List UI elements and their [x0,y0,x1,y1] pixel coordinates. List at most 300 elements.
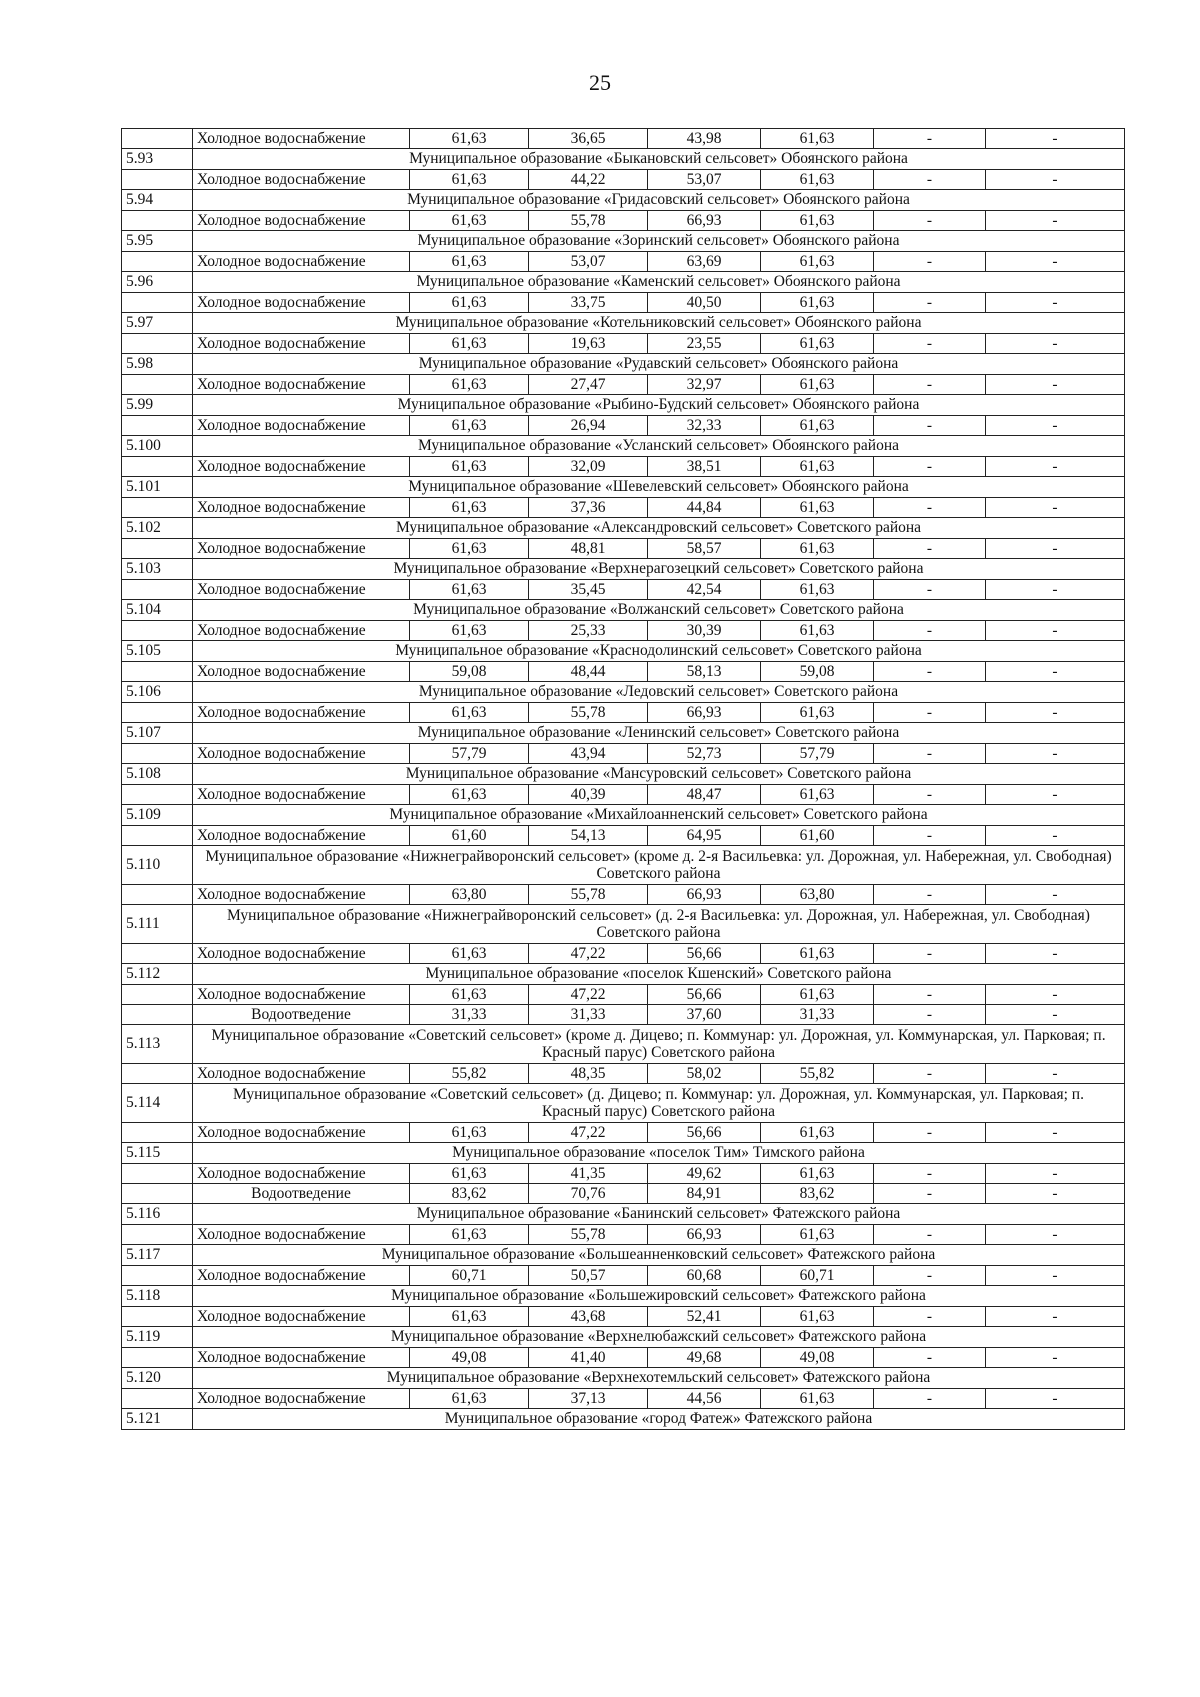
tariff-value-cell: 61,63 [761,703,874,723]
tariff-value-cell: 61,63 [761,944,874,964]
municipality-row [122,1143,1125,1164]
tariff-value-cell: 64,95 [648,826,761,846]
row-number [122,621,193,641]
row-number [122,211,193,231]
tariff-value-cell: 42,54 [648,580,761,600]
empty-value-cell: - [986,170,1125,190]
municipality-row [122,1204,1125,1225]
empty-value-cell: - [874,1225,986,1245]
tariff-value-cell: 49,08 [410,1348,529,1368]
tariff-value-cell: 83,62 [410,1184,529,1204]
row-number [122,580,193,600]
empty-value-cell: - [986,826,1125,846]
municipality-title: Муниципальное образование «Советский сельсовет» (кроме д. Дицево; п. Коммунар: ул. Дорожная, ул. Коммунарская, ул. Парковая; п. Красный парус) Советского района [193,1025,1125,1064]
tariff-value-cell: 61,63 [761,1123,874,1143]
tariff-value-cell: 66,93 [648,885,761,905]
row-number: 5.99 [122,395,193,416]
tariff-value-cell: 61,63 [761,785,874,805]
tariff-value-cell: 61,63 [410,621,529,641]
service-name: Холодное водоснабжение [193,662,410,682]
tariff-value-cell: 84,91 [648,1184,761,1204]
tariff-value-cell: 58,02 [648,1064,761,1084]
row-number [122,539,193,559]
tariff-value-cell: 61,63 [410,498,529,518]
row-number [122,1184,193,1204]
row-number [122,1266,193,1286]
tariff-value-cell: 61,63 [761,1164,874,1184]
service-name: Холодное водоснабжение [193,375,410,395]
municipality-title: Муниципальное образование «Верхнелюбажский сельсовет» Фатежского района [193,1327,1125,1348]
tariff-value-cell: 55,78 [529,1225,648,1245]
tariff-row [122,1389,1125,1409]
empty-value-cell: - [874,1307,986,1327]
tariff-value-cell: 47,22 [529,1123,648,1143]
empty-value-cell: - [874,1184,986,1204]
service-name: Холодное водоснабжение [193,785,410,805]
municipality-row [122,149,1125,170]
municipality-row [122,559,1125,580]
row-number [122,1164,193,1184]
tariff-value-cell: 47,22 [529,985,648,1005]
tariff-value-cell: 61,63 [761,375,874,395]
empty-value-cell: - [986,211,1125,231]
empty-value-cell: - [874,375,986,395]
row-number: 5.95 [122,231,193,252]
row-number [122,703,193,723]
row-number: 5.97 [122,313,193,334]
empty-value-cell: - [986,1064,1125,1084]
municipality-row [122,682,1125,703]
municipality-row [122,231,1125,252]
row-number: 5.112 [122,964,193,985]
municipality-title: Муниципальное образование «Краснодолинский сельсовет» Советского района [193,641,1125,662]
empty-value-cell: - [986,944,1125,964]
empty-value-cell: - [986,985,1125,1005]
empty-value-cell: - [874,580,986,600]
row-number: 5.115 [122,1143,193,1164]
tariff-value-cell: 61,63 [761,334,874,354]
empty-value-cell: - [874,211,986,231]
tariff-row [122,170,1125,190]
service-name: Холодное водоснабжение [193,985,410,1005]
municipality-row [122,964,1125,985]
empty-value-cell: - [986,129,1125,149]
tariff-value-cell: 19,63 [529,334,648,354]
tariff-value-cell: 47,22 [529,944,648,964]
empty-value-cell: - [874,334,986,354]
tariff-value-cell: 66,93 [648,1225,761,1245]
tariff-value-cell: 31,33 [410,1005,529,1025]
tariff-value-cell: 70,76 [529,1184,648,1204]
row-number: 5.114 [122,1084,193,1123]
tariff-value-cell: 44,84 [648,498,761,518]
row-number: 5.105 [122,641,193,662]
tariff-value-cell: 61,63 [410,703,529,723]
table-body [122,129,1125,1430]
row-number [122,375,193,395]
tariff-value-cell: 83,62 [761,1184,874,1204]
tariff-value-cell: 43,68 [529,1307,648,1327]
tariff-value-cell: 66,93 [648,211,761,231]
tariff-value-cell: 48,44 [529,662,648,682]
municipality-row [122,313,1125,334]
row-number [122,334,193,354]
row-number: 5.98 [122,354,193,375]
tariff-value-cell: 61,63 [761,293,874,313]
empty-value-cell: - [986,580,1125,600]
service-name: Холодное водоснабжение [193,621,410,641]
service-name: Холодное водоснабжение [193,826,410,846]
tariff-value-cell: 56,66 [648,944,761,964]
tariff-value-cell: 43,98 [648,129,761,149]
tariff-value-cell: 61,63 [410,1123,529,1143]
empty-value-cell: - [874,1123,986,1143]
tariff-row [122,539,1125,559]
empty-value-cell: - [986,252,1125,272]
empty-value-cell: - [986,1164,1125,1184]
municipality-row [122,805,1125,826]
municipality-row [122,477,1125,498]
municipality-title: Муниципальное образование «город Фатеж» Фатежского района [193,1409,1125,1430]
tariff-value-cell: 61,63 [761,252,874,272]
tariff-value-cell: 63,69 [648,252,761,272]
empty-value-cell: - [986,1348,1125,1368]
tariff-row [122,211,1125,231]
empty-value-cell: - [874,539,986,559]
tariff-value-cell: 60,71 [410,1266,529,1286]
row-number [122,985,193,1005]
municipality-row [122,354,1125,375]
empty-value-cell: - [874,1005,986,1025]
tariff-row [122,293,1125,313]
page-number: 25 [589,70,611,95]
row-number [122,885,193,905]
tariff-value-cell: 61,63 [410,1389,529,1409]
tariff-row [122,498,1125,518]
municipality-title: Муниципальное образование «Шевелевский сельсовет» Обоянского района [193,477,1125,498]
row-number: 5.94 [122,190,193,211]
row-number: 5.121 [122,1409,193,1430]
tariff-value-cell: 32,33 [648,416,761,436]
tariff-row [122,662,1125,682]
empty-value-cell: - [986,662,1125,682]
municipality-title: Муниципальное образование «Нижнеграйворонский сельсовет» (д. 2-я Васильевка: ул. Дорожная, ул. Набережная, ул. Свободная) Советского района [193,905,1125,944]
tariff-value-cell: 63,80 [410,885,529,905]
tariff-value-cell: 61,60 [410,826,529,846]
empty-value-cell: - [874,1064,986,1084]
tariff-value-cell: 52,73 [648,744,761,764]
tariff-value-cell: 38,51 [648,457,761,477]
tariff-value-cell: 61,63 [761,1389,874,1409]
tariff-value-cell: 61,63 [410,1307,529,1327]
row-number: 5.107 [122,723,193,744]
service-name: Холодное водоснабжение [193,744,410,764]
tariff-value-cell: 37,60 [648,1005,761,1025]
tariff-value-cell: 61,63 [761,457,874,477]
row-number [122,252,193,272]
row-number: 5.106 [122,682,193,703]
row-number [122,170,193,190]
service-name: Холодное водоснабжение [193,539,410,559]
service-name: Холодное водоснабжение [193,1225,410,1245]
row-number: 5.113 [122,1025,193,1064]
municipality-row [122,1368,1125,1389]
service-name: Холодное водоснабжение [193,129,410,149]
service-name: Холодное водоснабжение [193,580,410,600]
tariff-value-cell: 61,63 [410,334,529,354]
tariff-value-cell: 61,63 [410,539,529,559]
municipality-title: Муниципальное образование «Зоринский сельсовет» Обоянского района [193,231,1125,252]
tariff-row [122,744,1125,764]
service-name: Холодное водоснабжение [193,1064,410,1084]
tariff-value-cell: 61,63 [761,580,874,600]
service-name: Холодное водоснабжение [193,1123,410,1143]
empty-value-cell: - [874,662,986,682]
service-name: Холодное водоснабжение [193,703,410,723]
row-number [122,1225,193,1245]
tariff-value-cell: 55,82 [761,1064,874,1084]
tariff-value-cell: 54,13 [529,826,648,846]
empty-value-cell: - [874,498,986,518]
row-number: 5.111 [122,905,193,944]
tariff-value-cell: 40,50 [648,293,761,313]
tariff-row [122,1266,1125,1286]
municipality-row [122,1025,1125,1064]
municipality-row [122,1245,1125,1266]
empty-value-cell: - [986,1184,1125,1204]
row-number: 5.96 [122,272,193,293]
tariff-row [122,1184,1125,1204]
municipality-title: Муниципальное образование «Большежировский сельсовет» Фатежского района [193,1286,1125,1307]
empty-value-cell: - [874,826,986,846]
tariff-value-cell: 61,63 [410,1225,529,1245]
tariff-value-cell: 49,08 [761,1348,874,1368]
tariff-value-cell: 53,07 [648,170,761,190]
row-number: 5.104 [122,600,193,621]
municipality-title: Муниципальное образование «Верхнехотемльский сельсовет» Фатежского района [193,1368,1125,1389]
empty-value-cell: - [874,944,986,964]
row-number: 5.100 [122,436,193,457]
empty-value-cell: - [986,1266,1125,1286]
municipality-row [122,846,1125,885]
municipality-row [122,1084,1125,1123]
tariff-value-cell: 61,63 [761,416,874,436]
empty-value-cell: - [986,416,1125,436]
tariff-row [122,416,1125,436]
tariff-value-cell: 61,63 [410,375,529,395]
tariff-value-cell: 56,66 [648,1123,761,1143]
service-name: Холодное водоснабжение [193,416,410,436]
tariff-value-cell: 61,63 [410,1164,529,1184]
tariff-value-cell: 23,55 [648,334,761,354]
municipality-row [122,395,1125,416]
tariff-value-cell: 48,35 [529,1064,648,1084]
empty-value-cell: - [874,785,986,805]
empty-value-cell: - [874,252,986,272]
tariff-value-cell: 50,57 [529,1266,648,1286]
service-name: Холодное водоснабжение [193,1348,410,1368]
tariff-value-cell: 49,62 [648,1164,761,1184]
tariff-row [122,985,1125,1005]
tariff-value-cell: 61,63 [410,252,529,272]
tariff-value-cell: 57,79 [410,744,529,764]
row-number: 5.118 [122,1286,193,1307]
empty-value-cell: - [874,416,986,436]
tariff-value-cell: 61,63 [410,211,529,231]
row-number: 5.101 [122,477,193,498]
empty-value-cell: - [986,498,1125,518]
municipality-title: Муниципальное образование «Ледовский сельсовет» Советского района [193,682,1125,703]
service-name: Водоотведение [193,1005,410,1025]
service-name: Холодное водоснабжение [193,944,410,964]
empty-value-cell: - [986,1123,1125,1143]
empty-value-cell: - [986,457,1125,477]
municipality-row [122,518,1125,539]
municipality-title: Муниципальное образование «Рыбино-Будский сельсовет» Обоянского района [193,395,1125,416]
tariff-value-cell: 52,41 [648,1307,761,1327]
tariff-row [122,1123,1125,1143]
tariff-row [122,1348,1125,1368]
tariff-row [122,1005,1125,1025]
empty-value-cell: - [874,170,986,190]
tariff-value-cell: 63,80 [761,885,874,905]
municipality-title: Муниципальное образование «Волжанский сельсовет» Советского района [193,600,1125,621]
tariff-row [122,129,1125,149]
municipality-title: Муниципальное образование «поселок Кшенский» Советского района [193,964,1125,985]
tariff-value-cell: 56,66 [648,985,761,1005]
service-name: Холодное водоснабжение [193,498,410,518]
service-name: Холодное водоснабжение [193,252,410,272]
empty-value-cell: - [986,334,1125,354]
tariff-value-cell: 55,78 [529,885,648,905]
service-name: Холодное водоснабжение [193,1266,410,1286]
municipality-row [122,641,1125,662]
row-number: 5.110 [122,846,193,885]
row-number [122,785,193,805]
tariff-value-cell: 61,63 [761,211,874,231]
tariff-value-cell: 61,63 [761,621,874,641]
row-number: 5.108 [122,764,193,785]
tariff-value-cell: 61,63 [761,1307,874,1327]
tariff-row [122,375,1125,395]
municipality-row [122,764,1125,785]
tariff-row [122,621,1125,641]
tariff-value-cell: 32,09 [529,457,648,477]
tariff-value-cell: 55,82 [410,1064,529,1084]
tariff-value-cell: 43,94 [529,744,648,764]
row-number: 5.117 [122,1245,193,1266]
tariff-value-cell: 61,63 [761,170,874,190]
tariff-value-cell: 26,94 [529,416,648,436]
service-name: Водоотведение [193,1184,410,1204]
municipality-title: Муниципальное образование «Советский сельсовет» (д. Дицево; п. Коммунар: ул. Дорожная, ул. Коммунарская, ул. Парковая; п. Красный парус) Советского района [193,1084,1125,1123]
tariff-row [122,334,1125,354]
service-name: Холодное водоснабжение [193,170,410,190]
municipality-row [122,1286,1125,1307]
municipality-row [122,600,1125,621]
tariff-value-cell: 61,63 [761,1225,874,1245]
service-name: Холодное водоснабжение [193,457,410,477]
row-number [122,1307,193,1327]
municipality-title: Муниципальное образование «Каменский сельсовет» Обоянского района [193,272,1125,293]
empty-value-cell: - [986,885,1125,905]
empty-value-cell: - [874,985,986,1005]
tariff-value-cell: 61,63 [410,170,529,190]
row-number [122,1348,193,1368]
tariff-value-cell: 33,75 [529,293,648,313]
row-number [122,1389,193,1409]
tariff-value-cell: 61,60 [761,826,874,846]
empty-value-cell: - [874,1266,986,1286]
service-name: Холодное водоснабжение [193,1389,410,1409]
municipality-title: Муниципальное образование «Банинский сельсовет» Фатежского района [193,1204,1125,1225]
service-name: Холодное водоснабжение [193,334,410,354]
tariff-value-cell: 55,78 [529,211,648,231]
tariff-value-cell: 41,35 [529,1164,648,1184]
empty-value-cell: - [986,1005,1125,1025]
row-number [122,662,193,682]
tariff-value-cell: 58,13 [648,662,761,682]
tariff-value-cell: 61,63 [410,293,529,313]
tariff-value-cell: 48,81 [529,539,648,559]
empty-value-cell: - [986,621,1125,641]
tariff-value-cell: 36,65 [529,129,648,149]
municipality-title: Муниципальное образование «Михайлоанненский сельсовет» Советского района [193,805,1125,826]
tariff-value-cell: 61,63 [410,985,529,1005]
municipality-row [122,436,1125,457]
tariff-value-cell: 32,97 [648,375,761,395]
municipality-title: Муниципальное образование «Большеанненковский сельсовет» Фатежского района [193,1245,1125,1266]
tariff-value-cell: 35,45 [529,580,648,600]
tariff-value-cell: 41,40 [529,1348,648,1368]
municipality-row [122,905,1125,944]
tariff-value-cell: 66,93 [648,703,761,723]
empty-value-cell: - [986,1307,1125,1327]
empty-value-cell: - [986,744,1125,764]
tariff-value-cell: 61,63 [410,785,529,805]
tariff-table [121,128,1125,1430]
tariff-value-cell: 61,63 [410,457,529,477]
tariff-value-cell: 30,39 [648,621,761,641]
municipality-row [122,1327,1125,1348]
municipality-title: Муниципальное образование «Мансуровский сельсовет» Советского района [193,764,1125,785]
tariff-value-cell: 61,63 [761,498,874,518]
tariff-row [122,252,1125,272]
tariff-row [122,1307,1125,1327]
tariff-value-cell: 61,63 [410,416,529,436]
tariff-value-cell: 61,63 [410,129,529,149]
empty-value-cell: - [874,1389,986,1409]
empty-value-cell: - [874,293,986,313]
tariff-row [122,1064,1125,1084]
row-number: 5.102 [122,518,193,539]
empty-value-cell: - [986,703,1125,723]
tariff-row [122,785,1125,805]
tariff-value-cell: 25,33 [529,621,648,641]
row-number: 5.103 [122,559,193,580]
tariff-value-cell: 60,71 [761,1266,874,1286]
empty-value-cell: - [874,129,986,149]
row-number [122,1064,193,1084]
row-number [122,1005,193,1025]
tariff-row [122,1164,1125,1184]
row-number [122,129,193,149]
tariff-row [122,580,1125,600]
empty-value-cell: - [986,539,1125,559]
municipality-title: Муниципальное образование «Верхнерагозецкий сельсовет» Советского района [193,559,1125,580]
tariff-value-cell: 53,07 [529,252,648,272]
tariff-value-cell: 61,63 [761,539,874,559]
